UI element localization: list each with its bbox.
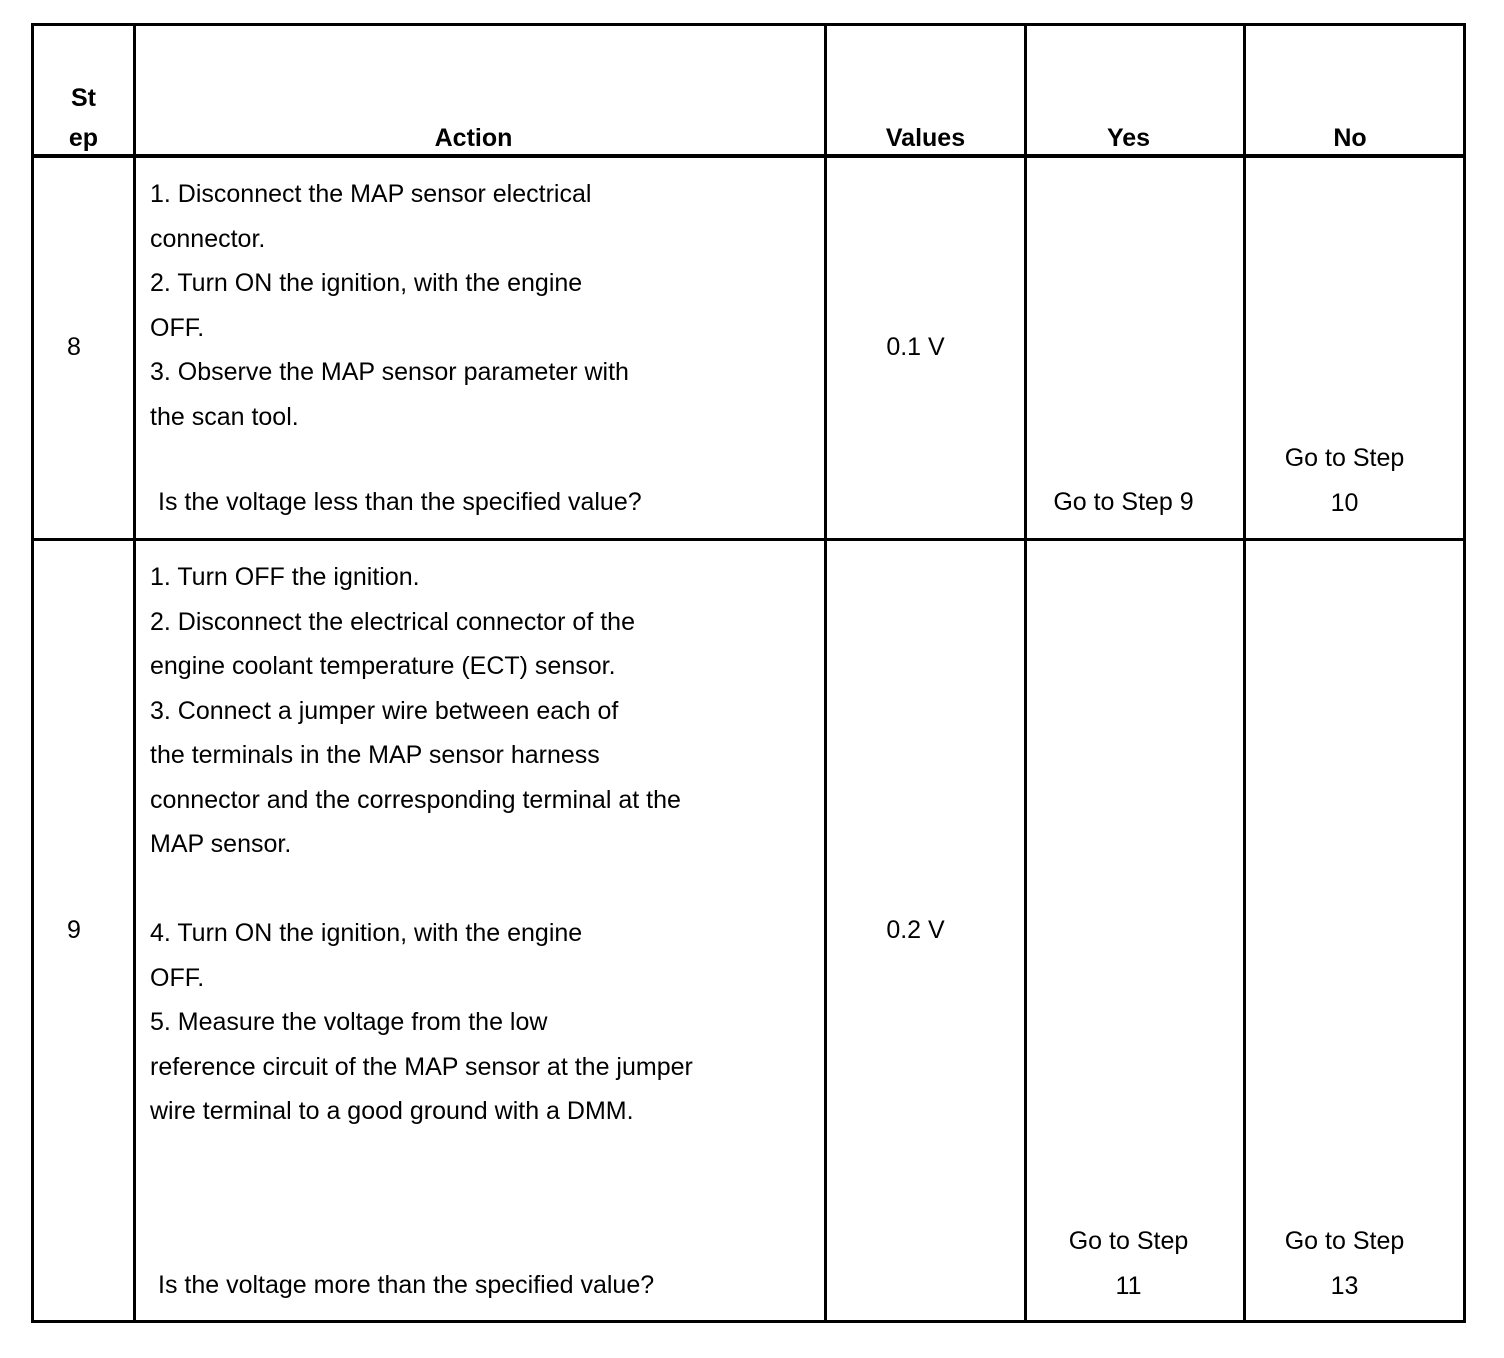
table-bottom-border [31,1320,1466,1323]
action-line: 2. Turn ON the ignition, with the engine [150,269,583,297]
header-action: Action [434,124,513,152]
action-line: the terminals in the MAP sensor harness [150,741,600,769]
header-no: No [1333,124,1367,152]
action-line [150,867,693,912]
action-line: OFF. [150,313,205,342]
action-line: 5. Measure the voltage from the low [150,1008,548,1036]
step-number-9: 9 [67,916,81,944]
action-line: 2. Disconnect the electrical connector of the [150,607,635,636]
yes-line: 11 [1115,1271,1142,1300]
action-line: 3. Observe the MAP sensor parameter with [150,358,629,386]
table-left-border [31,23,34,1323]
col-rule-yes-no [1243,23,1246,1323]
row-9-value: 0.2 V [886,916,945,944]
row-8-question: Is the voltage less than the specified value? [158,488,642,516]
yes-line: Go to Step 9 [1053,488,1194,516]
action-line: connector and the corresponding terminal at the [150,785,681,814]
no-line: 10 [1330,488,1359,517]
row-9-action [150,555,693,1134]
action-line: engine coolant temperature (ECT) sensor. [150,652,616,680]
action-line: 3. Connect a jumper wire between each of [150,696,619,725]
no-line: Go to Step [1284,1227,1405,1255]
header-values: Values [885,124,966,152]
step-number-8: 8 [67,333,81,361]
action-line: 1. Disconnect the MAP sensor electrical [150,180,592,208]
table-right-border [1463,23,1466,1323]
action-line: connector. [150,224,266,253]
col-rule-action-values [824,23,827,1323]
col-rule-values-yes [1024,23,1027,1323]
row-9-yes [1027,1219,1230,1308]
action-line: reference circuit of the MAP sensor at the jumper [150,1052,693,1081]
action-line: OFF. [150,963,205,992]
header-step-line2: ep [68,124,99,152]
header-step [34,78,133,158]
no-line: 13 [1330,1271,1359,1300]
action-line: 4. Turn ON the ignition, with the engine [150,919,583,947]
row-8-value: 0.1 V [886,333,945,361]
header-step-line1: St [71,84,96,112]
row-8-yes [1027,480,1220,525]
action-line: 1. Turn OFF the ignition. [150,563,420,591]
row-8-bottom-rule [31,538,1466,541]
no-line: Go to Step [1284,444,1405,472]
table-top-border [31,23,1466,26]
row-9-no [1246,1219,1443,1308]
action-line: MAP sensor. [150,830,292,858]
row-8-no [1246,436,1443,525]
row-8-action [150,172,629,439]
action-line: the scan tool. [150,402,299,431]
yes-line: Go to Step [1068,1227,1189,1255]
action-line: wire terminal to a good ground with a DMM. [150,1097,634,1125]
diagnostic-table [31,23,1466,1323]
col-rule-step-action [133,23,136,1323]
header-yes: Yes [1106,124,1151,152]
row-9-question: Is the voltage more than the specified value? [158,1271,655,1299]
